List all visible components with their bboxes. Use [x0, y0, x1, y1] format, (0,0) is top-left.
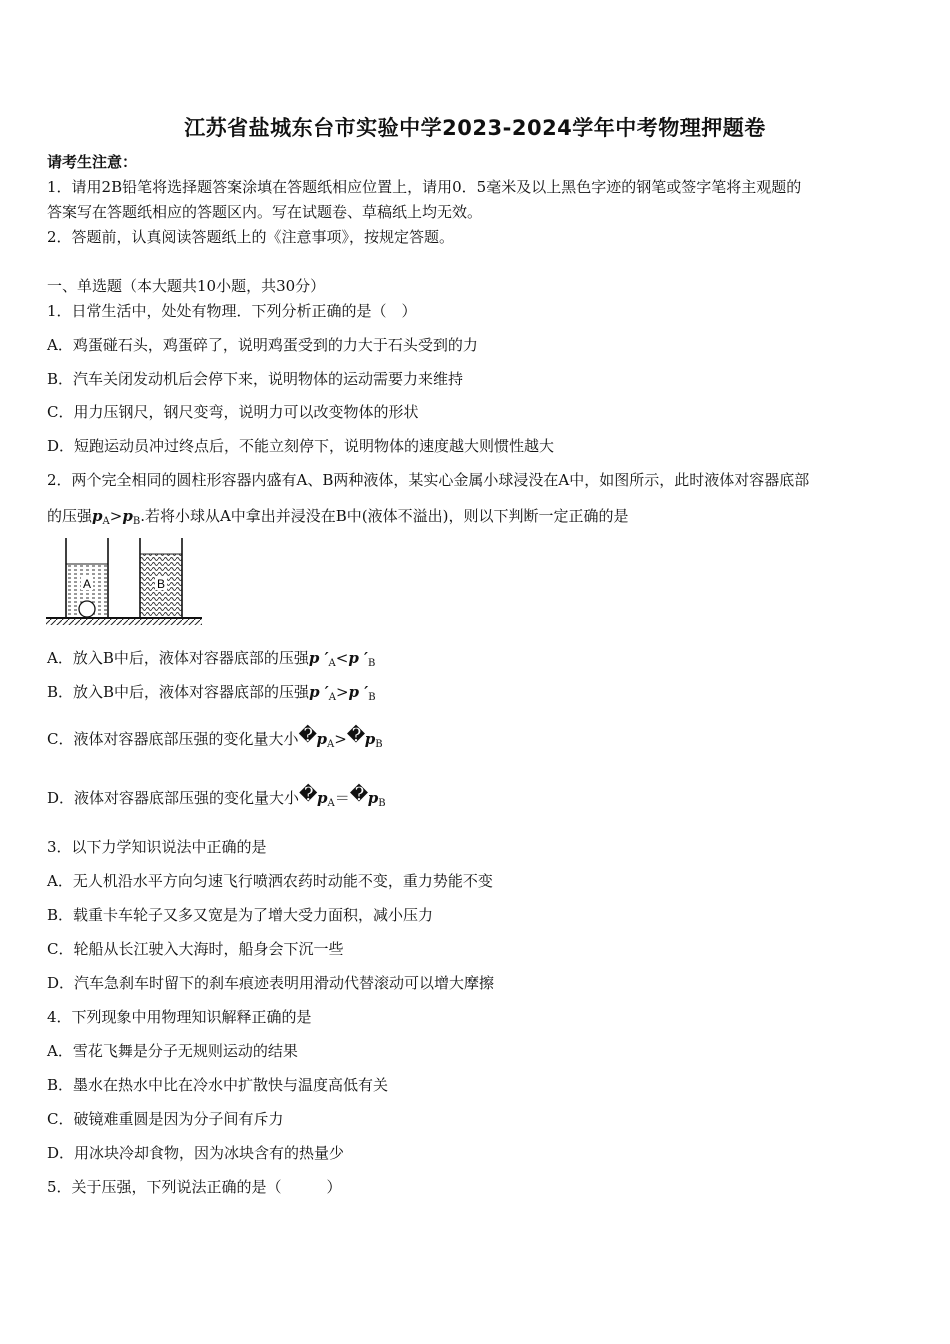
- q3-stem: 3．以下力学知识说法中正确的是: [47, 838, 267, 856]
- gt-sign: >: [335, 683, 349, 701]
- delta-glyph: �: [349, 784, 369, 805]
- q4-stem: 4．下列现象中用物理知识解释正确的是: [47, 1008, 312, 1026]
- sub-b: B: [375, 739, 383, 750]
- q4-option-c: C．破镜难重圆是因为分子间有斥力: [47, 1110, 284, 1128]
- q3-option-a: A．无人机沿水平方向匀速飞行喷洒农药时动能不变，重力势能不变: [47, 872, 493, 890]
- sub-a: A: [328, 692, 336, 703]
- q5-stem: 5．关于压强，下列说法正确的是（ ）: [47, 1178, 342, 1196]
- q1-option-d: D．短跑运动员冲过终点后，不能立刻停下，说明物体的速度越大则惯性越大: [47, 437, 555, 455]
- q2-option-c-text: C．液体对容器底部压强的变化量大小: [47, 730, 299, 748]
- section-heading: 一、单选题（本大题共10小题，共30分）: [47, 277, 326, 295]
- pressure-symbol: p: [316, 730, 327, 748]
- q2-option-b-text: B．放入B中后，液体对容器底部的压强: [47, 683, 310, 701]
- sub-a: A: [327, 798, 335, 809]
- sub-a: A: [102, 516, 110, 527]
- notice-heading: 请考生注意：: [47, 153, 138, 171]
- notice-1b: 答案写在答题纸相应的答题区内。写在试题卷、草稿纸上均无效。: [47, 203, 483, 221]
- pressure-symbol: p: [122, 507, 133, 525]
- q2-stem-2: [47, 506, 629, 532]
- sub-a: A: [326, 739, 335, 750]
- p-prime: p ′: [308, 649, 329, 667]
- delta-glyph: �: [299, 784, 318, 805]
- pressure-symbol: p: [317, 789, 328, 807]
- q3-option-c: C．轮船从长江驶入大海时，船身会下沉一些: [47, 940, 344, 958]
- fig-label-a: A: [82, 577, 92, 591]
- gt-sign: >: [109, 507, 123, 525]
- gt-sign: >: [334, 730, 347, 748]
- eq-sign: ＝: [334, 789, 350, 807]
- ground-hatch: [46, 619, 202, 625]
- q1-option-a: A．鸡蛋碰石头，鸡蛋碎了，说明鸡蛋受到的力大于石头受到的力: [47, 336, 478, 354]
- sub-b: B: [378, 798, 386, 809]
- q1-stem: 1．日常生活中，处处有物理．下列分析正确的是（ ）: [47, 302, 417, 320]
- p-prime: p ′: [309, 683, 329, 701]
- q2-option-a: [47, 648, 375, 674]
- containers-figure: [44, 536, 204, 632]
- q2-option-c: [47, 725, 383, 755]
- delta-glyph: �: [298, 725, 317, 746]
- q3-option-b: B．载重卡车轮子又多又宽是为了增大受力面积，减小压力: [47, 906, 434, 924]
- sub-a: A: [328, 658, 336, 669]
- notice-2: 2．答题前，认真阅读答题纸上的《注意事项》，按规定答题。: [47, 228, 455, 246]
- page-title: 江苏省盐城东台市实验中学2023-2024学年中考物理押题卷: [184, 116, 766, 140]
- q3-option-d: D．汽车急刹车时留下的刹车痕迹表明用滑动代替滚动可以增大摩擦: [47, 974, 495, 992]
- q1-option-b: B．汽车关闭发动机后会停下来，说明物体的运动需要力来维持: [47, 370, 464, 388]
- q2-stem-2a: 的压强: [47, 507, 93, 525]
- fig-label-b: B: [156, 577, 166, 591]
- q2-option-b: [47, 682, 376, 708]
- pressure-symbol: p: [92, 507, 103, 525]
- pressure-symbol: p: [367, 789, 379, 807]
- q2-option-d: [47, 784, 386, 814]
- q4-option-d: D．用冰块冷却食物，因为冰块含有的热量少: [47, 1144, 345, 1162]
- p-prime: p ′: [348, 683, 369, 701]
- q4-option-b: B．墨水在热水中比在冷水中扩散快与温度高低有关: [47, 1076, 389, 1094]
- delta-glyph: �: [346, 725, 366, 746]
- lt-sign: <: [335, 649, 349, 667]
- sub-b: B: [368, 692, 376, 703]
- containers-diagram: [44, 536, 204, 628]
- q1-option-c: C．用力压钢尺，钢尺变弯，说明力可以改变物体的形状: [47, 403, 419, 421]
- sub-b: B: [368, 658, 376, 669]
- sub-b: B: [132, 516, 141, 527]
- q2-option-d-text: D．液体对容器底部压强的变化量大小: [47, 789, 300, 807]
- notice-1a: 1．请用2B铅笔将选择题答案涂填在答题纸相应位置上，请用0．5毫米及以上黑色字迹的钢笔或签字笔将主观题的: [47, 178, 802, 196]
- p-prime: p ′: [348, 649, 369, 667]
- q2-stem-2b: .若将小球从A中拿出并浸没在B中(液体不溢出)，则以下判断一定正确的是: [140, 507, 629, 525]
- q2-stem-1: 2．两个完全相同的圆柱形容器内盛有A、B两种液体，某实心金属小球浸没在A中，如图所示，此时液体对容器底部: [47, 471, 810, 489]
- metal-ball: [79, 601, 95, 617]
- q2-option-a-text: A．放入B中后，液体对容器底部的压强: [47, 649, 309, 667]
- q4-option-a: A．雪花飞舞是分子无规则运动的结果: [47, 1042, 298, 1060]
- pressure-symbol: p: [364, 730, 376, 748]
